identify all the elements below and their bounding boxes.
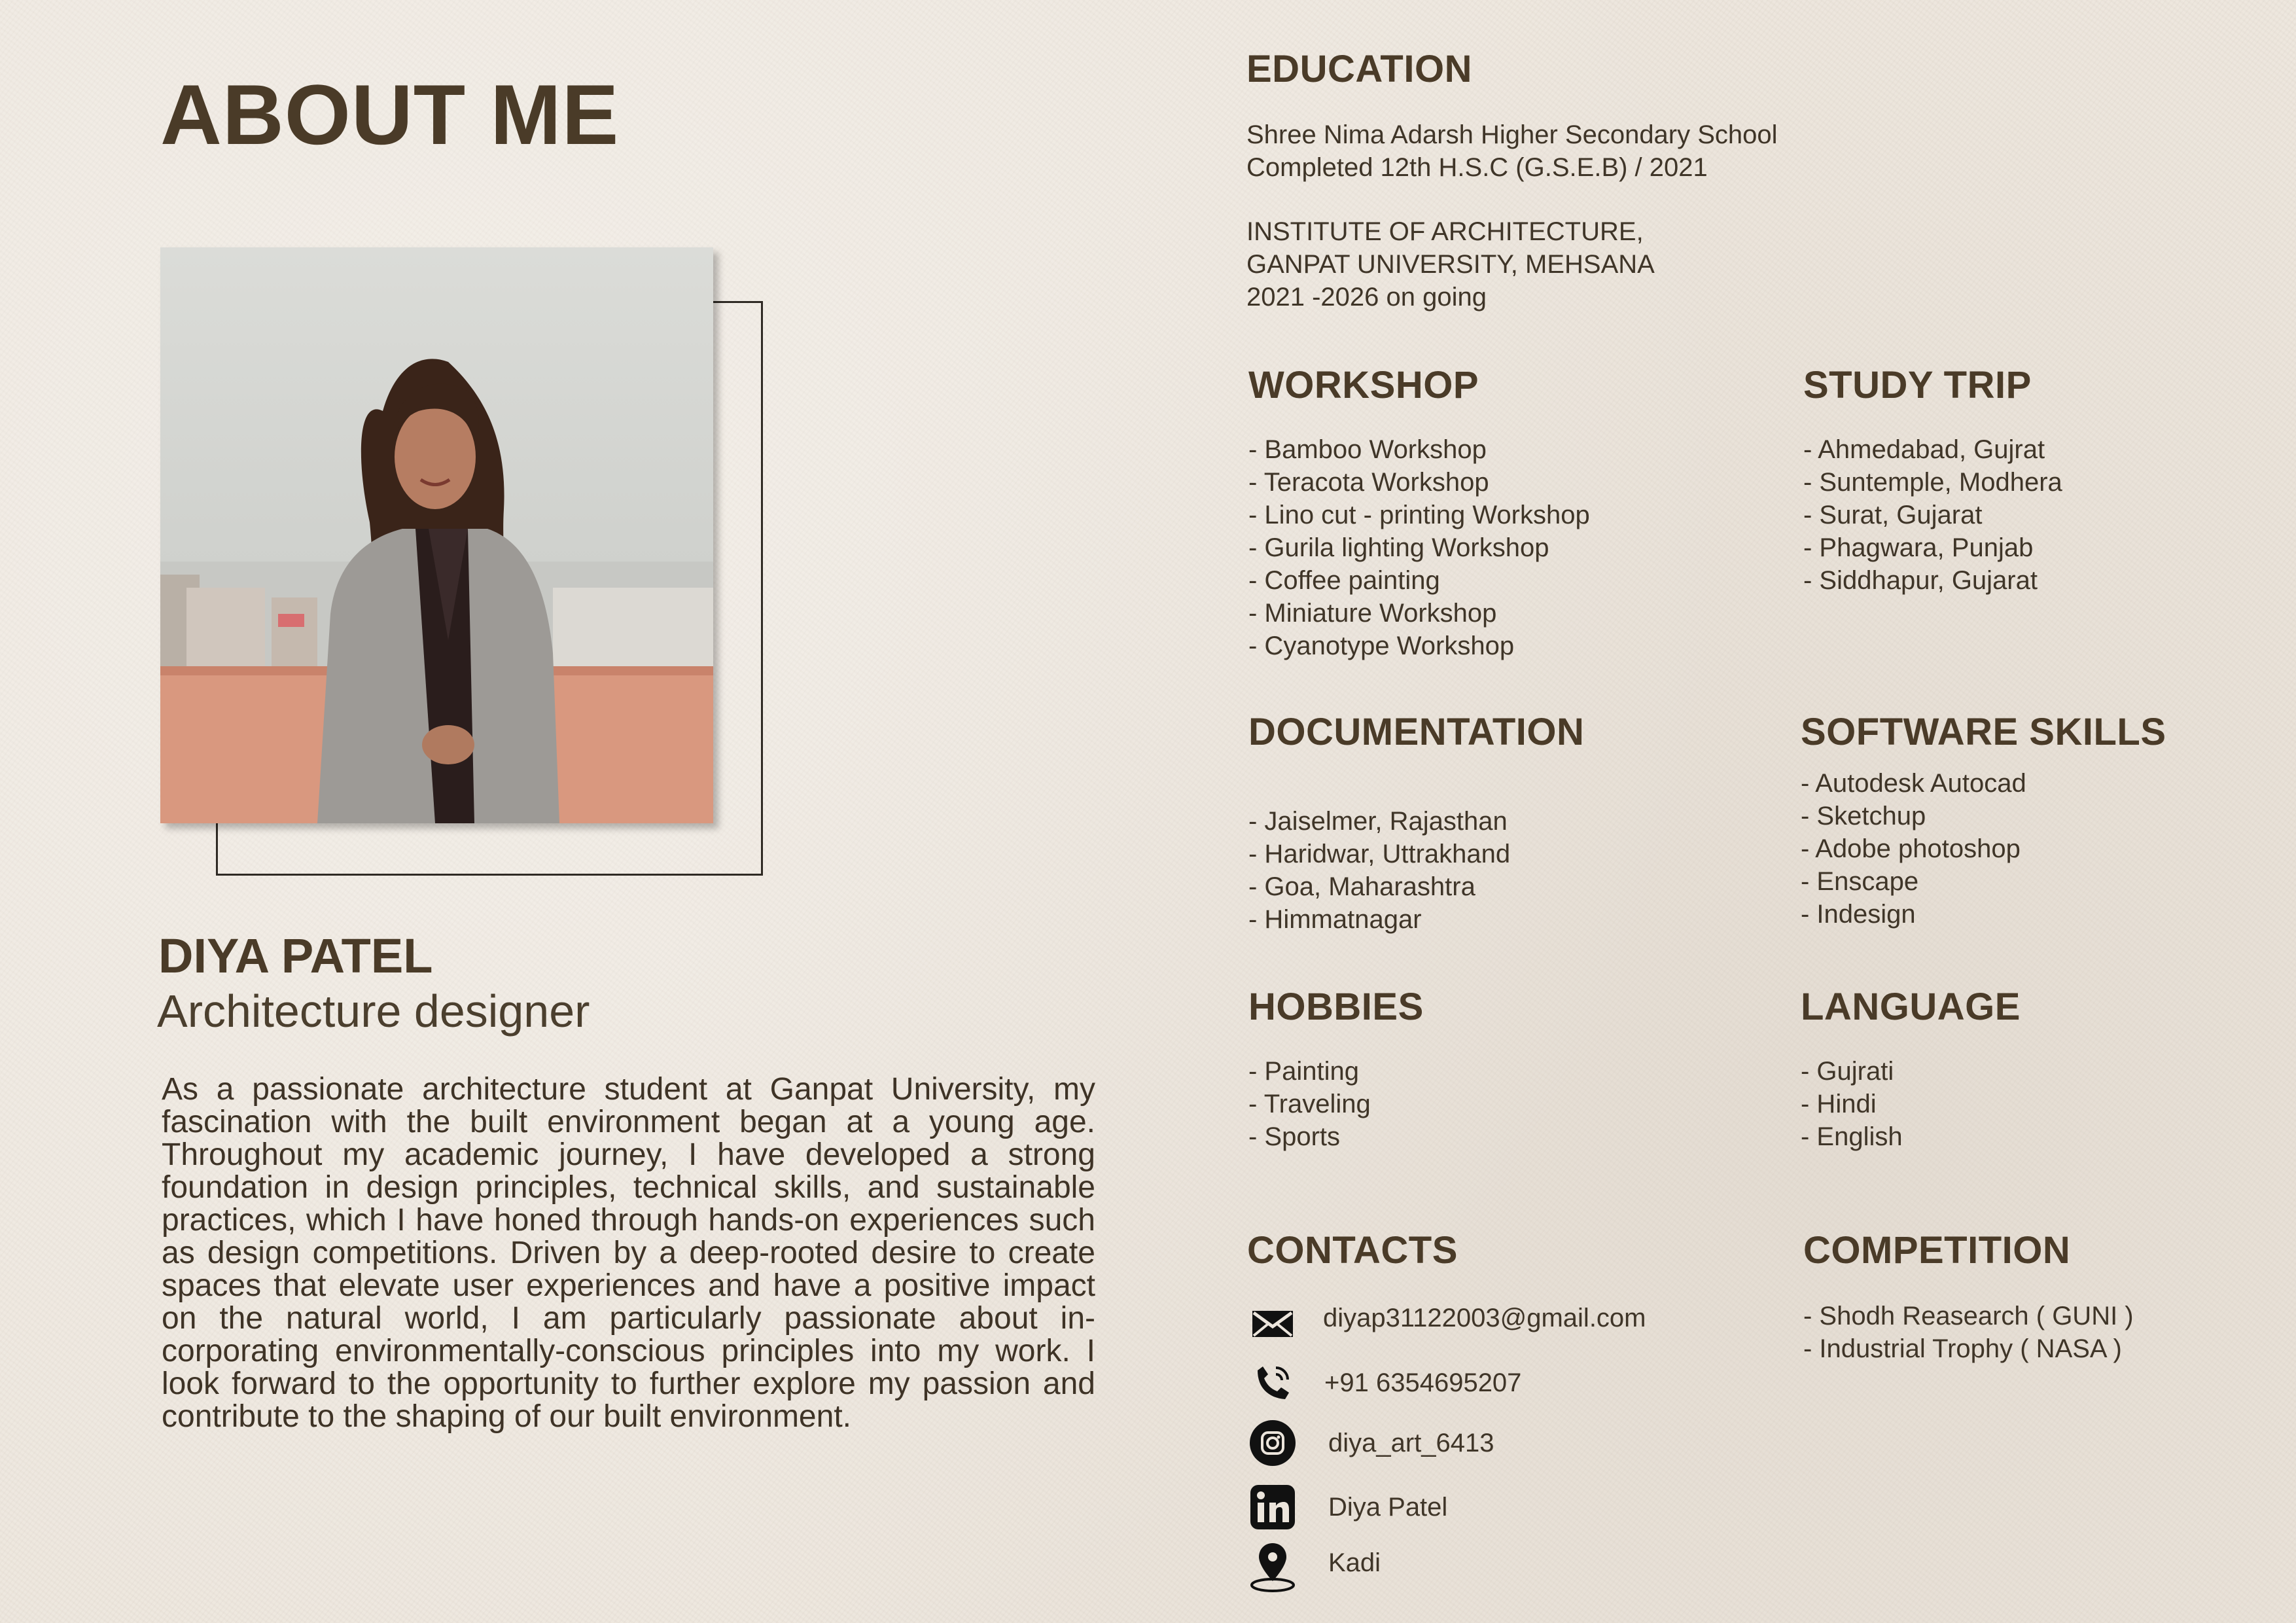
study-trip-list [1803,433,2261,597]
contact-phone-text[interactable]: +91 6354695207 [1324,1368,1522,1397]
list-item: - Miniature Workshop [1248,599,1497,628]
list-item: - Ahmedabad, Gujrat [1803,435,2045,464]
documentation-section [1248,710,1772,936]
documentation-list [1248,805,1772,936]
list-item: - Shodh Reasearch ( GUNI ) [1803,1302,2134,1330]
profile-bio: As a passionate architecture student at Ganpat University, my fascination with the built environment began at a young age. Throughout my academic journey, I have developed a strong foundation in design principles, technical skills, and sustainable practices, which I have honed through hands-on experiences such as design competitions. Driven by a deep-rooted desire to create spaces that elevate user experiences and have a positive impact on the natural world, I am particularly passionate about in-corporating environmentally-conscious principles into my work. I look forward to the opportunity to further explore my passion and contribute to the shaping of our built environment. [162,1072,1095,1434]
software-heading: SOFTWARE SKILLS [1801,711,2166,753]
hobbies-section [1248,985,1772,1153]
location-pin-icon [1247,1542,1298,1593]
contact-instagram-text[interactable]: diya_art_6413 [1328,1428,1494,1457]
profile-name: DIYA PATEL [158,929,433,983]
list-item: - Goa, Maharashtra [1248,872,1475,901]
list-item: - Hindi [1801,1090,1877,1118]
envelope-icon [1247,1298,1298,1349]
phone-icon [1247,1357,1298,1408]
list-item: - Jaiselmer, Rajasthan [1248,807,1508,836]
workshop-section [1248,363,1772,662]
contact-email[interactable] [1247,1298,1784,1349]
list-item: - Cyanotype Workshop [1248,632,1515,660]
list-item: - Gurila lighting Workshop [1248,533,1549,562]
language-section [1801,985,2259,1153]
contact-linkedin[interactable] [1247,1482,1784,1533]
list-item: - Surat, Gujarat [1803,501,1983,529]
linkedin-icon [1247,1482,1298,1533]
list-item: - Suntemple, Modhera [1803,468,2062,497]
list-item: - Gujrati [1801,1057,1894,1086]
workshop-list [1248,433,1772,662]
list-item: - Sketchup [1801,802,1926,830]
list-item: - Siddhapur, Gujarat [1803,566,2038,595]
list-item: - Bamboo Workshop [1248,435,1487,464]
university-line2: GANPAT UNIVERSITY, MEHSANA [1246,250,1655,279]
software-list [1801,767,2285,931]
list-item: - Industrial Trophy ( NASA ) [1803,1334,2122,1363]
contact-location-text: Kadi [1328,1548,1381,1577]
hobbies-list [1248,1055,1772,1153]
list-item: - Traveling [1248,1090,1371,1118]
workshop-heading: WORKSHOP [1248,364,1479,406]
profile-photo [160,247,713,823]
education-heading: EDUCATION [1246,48,1472,90]
study-trip-section [1803,363,2261,597]
list-item: - Sports [1248,1122,1341,1151]
contact-instagram[interactable] [1247,1418,1784,1469]
list-item: - Enscape [1801,867,1919,896]
software-section [1801,710,2285,931]
list-item: - Indesign [1801,900,1916,929]
competition-list [1803,1300,2261,1365]
list-item: - Lino cut - printing Workshop [1248,501,1590,529]
list-item: - Adobe photoshop [1801,834,2021,863]
school-detail: Completed 12th H.S.C (G.S.E.B) / 2021 [1246,153,1708,182]
list-item: - English [1801,1122,1903,1151]
university-line1: INSTITUTE OF ARCHITECTURE, [1246,217,1644,246]
hobbies-heading: HOBBIES [1248,986,1424,1028]
list-item: - Teracota Workshop [1248,468,1489,497]
language-heading: LANGUAGE [1801,986,2021,1028]
study-trip-heading: STUDY TRIP [1803,364,2032,406]
profile-role: Architecture designer [157,986,590,1037]
list-item: - Autodesk Autocad [1801,769,2026,798]
list-item: - Himmatnagar [1248,905,1422,934]
contacts-heading: CONTACTS [1247,1229,1458,1272]
list-item: - Painting [1248,1057,1359,1086]
contact-linkedin-text[interactable]: Diya Patel [1328,1492,1448,1522]
list-item: - Haridwar, Uttrakhand [1248,840,1511,868]
university-years: 2021 -2026 on going [1246,283,1487,312]
list-item: - Coffee painting [1248,566,1440,595]
contact-location[interactable] [1247,1542,1784,1593]
instagram-icon [1247,1418,1298,1469]
competition-section [1803,1228,2261,1365]
page-title: ABOUT ME [160,67,620,162]
list-item: - Phagwara, Punjab [1803,533,2034,562]
contact-email-text[interactable]: diyap31122003@gmail.com [1323,1303,1646,1332]
documentation-heading: DOCUMENTATION [1248,711,1585,753]
school-name: Shree Nima Adarsh Higher Secondary School [1246,120,1778,149]
contacts-section [1247,1228,1784,1593]
language-list [1801,1055,2259,1153]
education-section [1246,47,1966,313]
contact-phone[interactable] [1247,1357,1784,1408]
competition-heading: COMPETITION [1803,1229,2071,1272]
